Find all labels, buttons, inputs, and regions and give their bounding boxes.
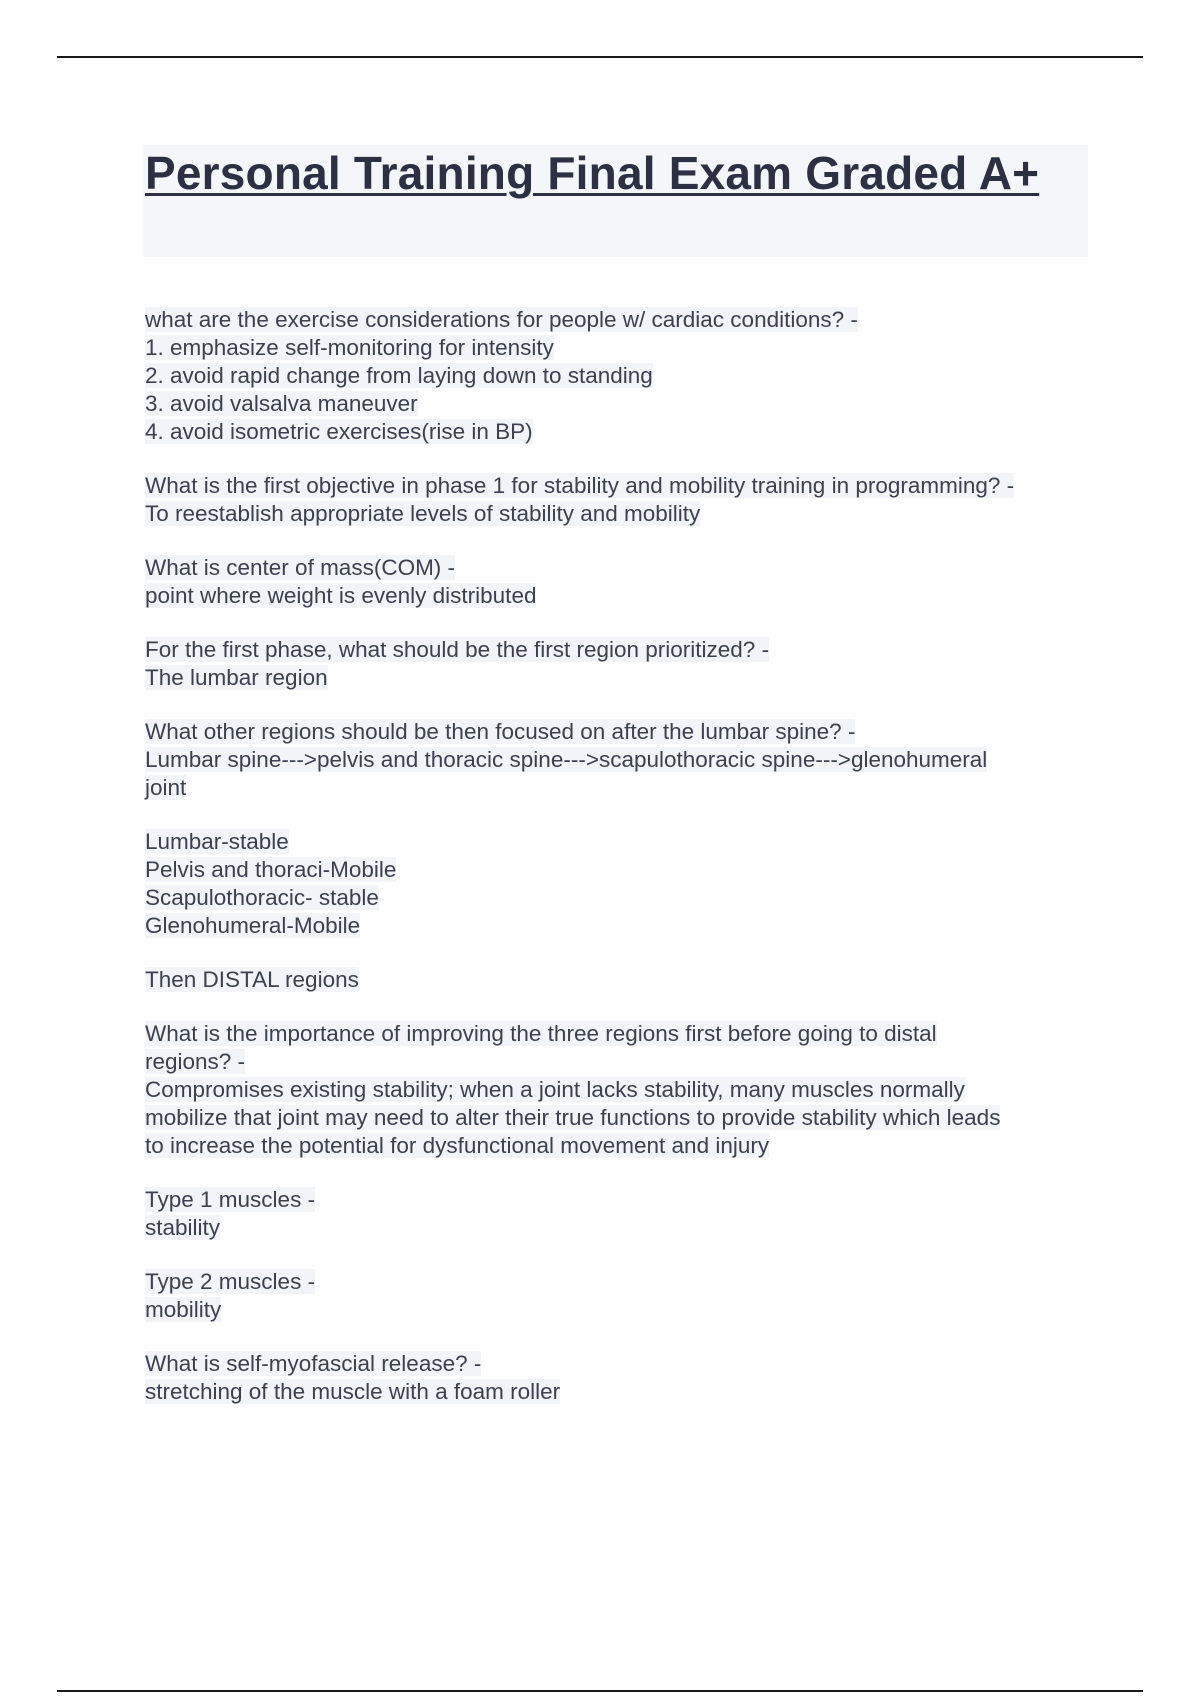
answer-line: stretching of the muscle with a foam roller [145,1379,561,1404]
answer-line: point where weight is evenly distributed [145,583,537,608]
footer-rule [57,1690,1143,1692]
qa-block [145,636,1085,692]
qa-block [145,1186,1085,1242]
qa-block [145,1268,1085,1324]
question-line: Type 2 muscles - [145,1269,316,1294]
qa-block [145,1350,1085,1406]
answer-line: 3. avoid valsalva maneuver [145,391,418,416]
header-rule [57,56,1143,58]
document-title: Personal Training Final Exam Graded A+ [145,147,1040,199]
note-block [145,828,1085,940]
qa-block [145,718,1085,802]
answer-line: Compromises existing stability; when a joint lacks stability, many muscles normally [145,1077,965,1102]
note-line: Then DISTAL regions [145,967,359,992]
qa-block [145,306,1085,446]
question-line: What other regions should be then focused on after the lumbar spine? - [145,719,856,744]
note-block [145,966,1085,994]
qa-block [145,472,1085,528]
answer-line: Lumbar spine--->pelvis and thoracic spine--->scapulothoracic spine--->glenohumeral [145,747,988,772]
question-line: What is the importance of improving the three regions first before going to distal [145,1021,937,1046]
answer-line: The lumbar region [145,665,328,690]
answer-line: mobility [145,1297,222,1322]
question-line: What is the first objective in phase 1 for stability and mobility training in programming? - [145,473,1015,498]
answer-line: joint [145,775,187,800]
note-line: Pelvis and thoraci-Mobile [145,857,397,882]
question-line: Type 1 muscles - [145,1187,316,1212]
question-line: what are the exercise considerations for people w/ cardiac conditions? - [145,307,858,332]
note-line: Lumbar-stable [145,829,289,854]
answer-line: stability [145,1215,221,1240]
question-line: For the first phase, what should be the first region prioritized? - [145,637,770,662]
answer-line: 2. avoid rapid change from laying down to standing [145,363,653,388]
answer-line: mobilize that joint may need to alter their true functions to provide stability which leads [145,1105,1001,1130]
answer-line: To reestablish appropriate levels of stability and mobility [145,501,701,526]
qa-block [145,554,1085,610]
answer-line: to increase the potential for dysfunctional movement and injury [145,1133,770,1158]
answer-line: 4. avoid isometric exercises(rise in BP) [145,419,533,444]
qa-block [145,1020,1085,1160]
note-line: Scapulothoracic- stable [145,885,379,910]
question-line: What is center of mass(COM) - [145,555,456,580]
question-line: What is self-myofascial release? - [145,1351,482,1376]
answer-line: 1. emphasize self-monitoring for intensity [145,335,554,360]
question-line: regions? - [145,1049,246,1074]
document-body [145,306,1085,1432]
note-line: Glenohumeral-Mobile [145,913,361,938]
